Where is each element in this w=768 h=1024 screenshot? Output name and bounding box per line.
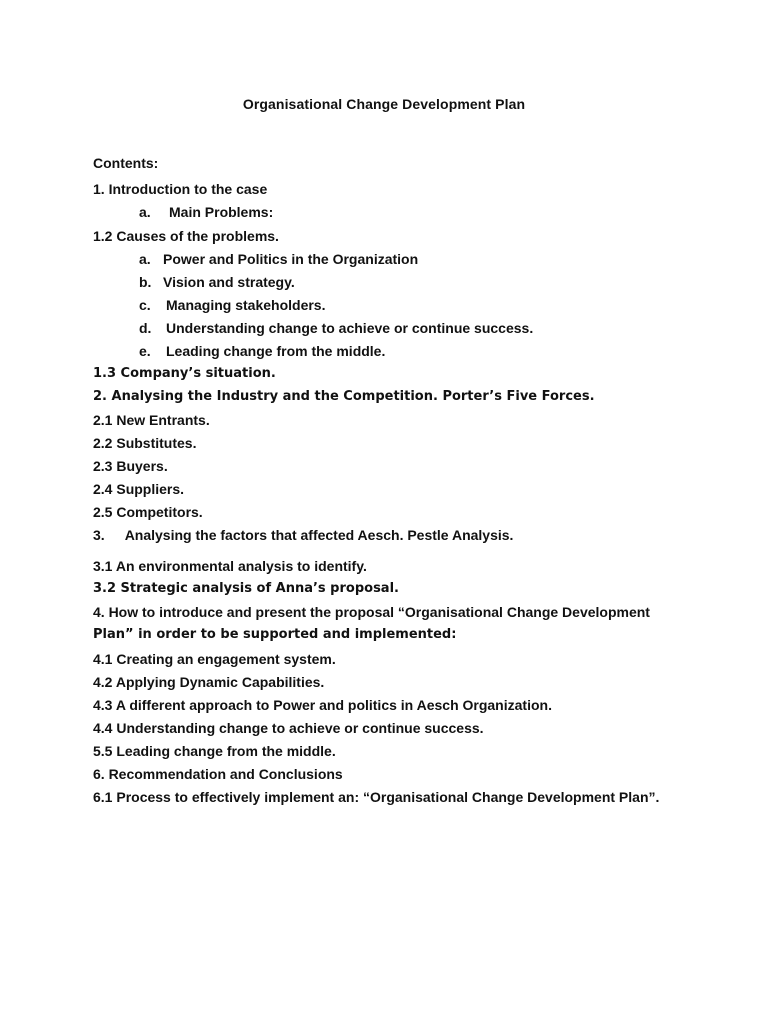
toc-subitem-label: Power and Politics in the Organization: [163, 251, 419, 267]
toc-item-strategic-analysis: 3.2 Strategic analysis of Anna’s proposal.: [93, 581, 399, 596]
toc-subitem-understanding-change: [139, 319, 533, 337]
contents-heading: Contents:: [93, 155, 159, 171]
toc-item-dynamic-capabilities: 4.2 Applying Dynamic Capabilities.: [93, 674, 325, 690]
toc-item-competitors: 2.5 Competitors.: [93, 504, 203, 520]
toc-item-introduce-proposal-continued: Plan” in order to be supported and implemented:: [93, 627, 457, 642]
toc-subitem-label: Leading change from the middle.: [166, 343, 386, 359]
toc-subitem-vision-strategy: [139, 273, 295, 291]
toc-subitem-label: Vision and strategy.: [163, 274, 295, 290]
list-marker: d.: [139, 320, 152, 336]
toc-subitem-power-politics: [139, 250, 418, 268]
toc-subitem-stakeholders: [139, 296, 325, 314]
toc-item-introduction: 1. Introduction to the case: [93, 181, 268, 197]
list-marker: a.: [139, 204, 151, 220]
toc-item-leading-change: 5.5 Leading change from the middle.: [93, 743, 336, 759]
list-marker: b.: [139, 274, 152, 290]
toc-subitem-label: Main Problems:: [169, 204, 274, 220]
toc-item-recommendation: 6. Recommendation and Conclusions: [93, 766, 343, 782]
toc-item-company-situation: 1.3 Company’s situation.: [93, 366, 276, 381]
list-marker: e.: [139, 343, 151, 359]
toc-subitem-label: Managing stakeholders.: [166, 297, 326, 313]
toc-item-label: Analysing the factors that affected Aesch. Pestle Analysis.: [124, 527, 514, 543]
toc-item-suppliers: 2.4 Suppliers.: [93, 481, 185, 497]
document-title: Organisational Change Development Plan: [242, 96, 526, 112]
toc-item-different-approach: 4.3 A different approach to Power and politics in Aesch Organization.: [93, 697, 552, 713]
toc-item-substitutes: 2.2 Substitutes.: [93, 435, 197, 451]
toc-item-introduce-proposal: 4. How to introduce and present the proposal “Organisational Change Development: [93, 604, 650, 620]
toc-item-understanding-change: 4.4 Understanding change to achieve or continue success.: [93, 720, 484, 736]
toc-item-implementation-process: 6.1 Process to effectively implement an: “Organisational Change Development Plan”.: [93, 789, 660, 805]
toc-item-industry-competition: 2. Analysing the Industry and the Competition. Porter’s Five Forces.: [93, 389, 595, 404]
list-marker: a.: [139, 251, 151, 267]
toc-subitem-leading-change: [139, 342, 385, 360]
toc-subitem-label: Understanding change to achieve or continue success.: [166, 320, 534, 336]
toc-subitem-main-problems: [139, 203, 273, 221]
toc-item-engagement-system: 4.1 Creating an engagement system.: [93, 651, 336, 667]
toc-item-pestle-analysis: [93, 526, 513, 544]
list-marker: 3.: [93, 527, 105, 543]
toc-item-causes: 1.2 Causes of the problems.: [93, 228, 279, 244]
toc-item-buyers: 2.3 Buyers.: [93, 458, 168, 474]
list-marker: c.: [139, 297, 151, 313]
toc-item-environmental-analysis: 3.1 An environmental analysis to identify.: [93, 558, 367, 574]
toc-item-new-entrants: 2.1 New Entrants.: [93, 412, 210, 428]
